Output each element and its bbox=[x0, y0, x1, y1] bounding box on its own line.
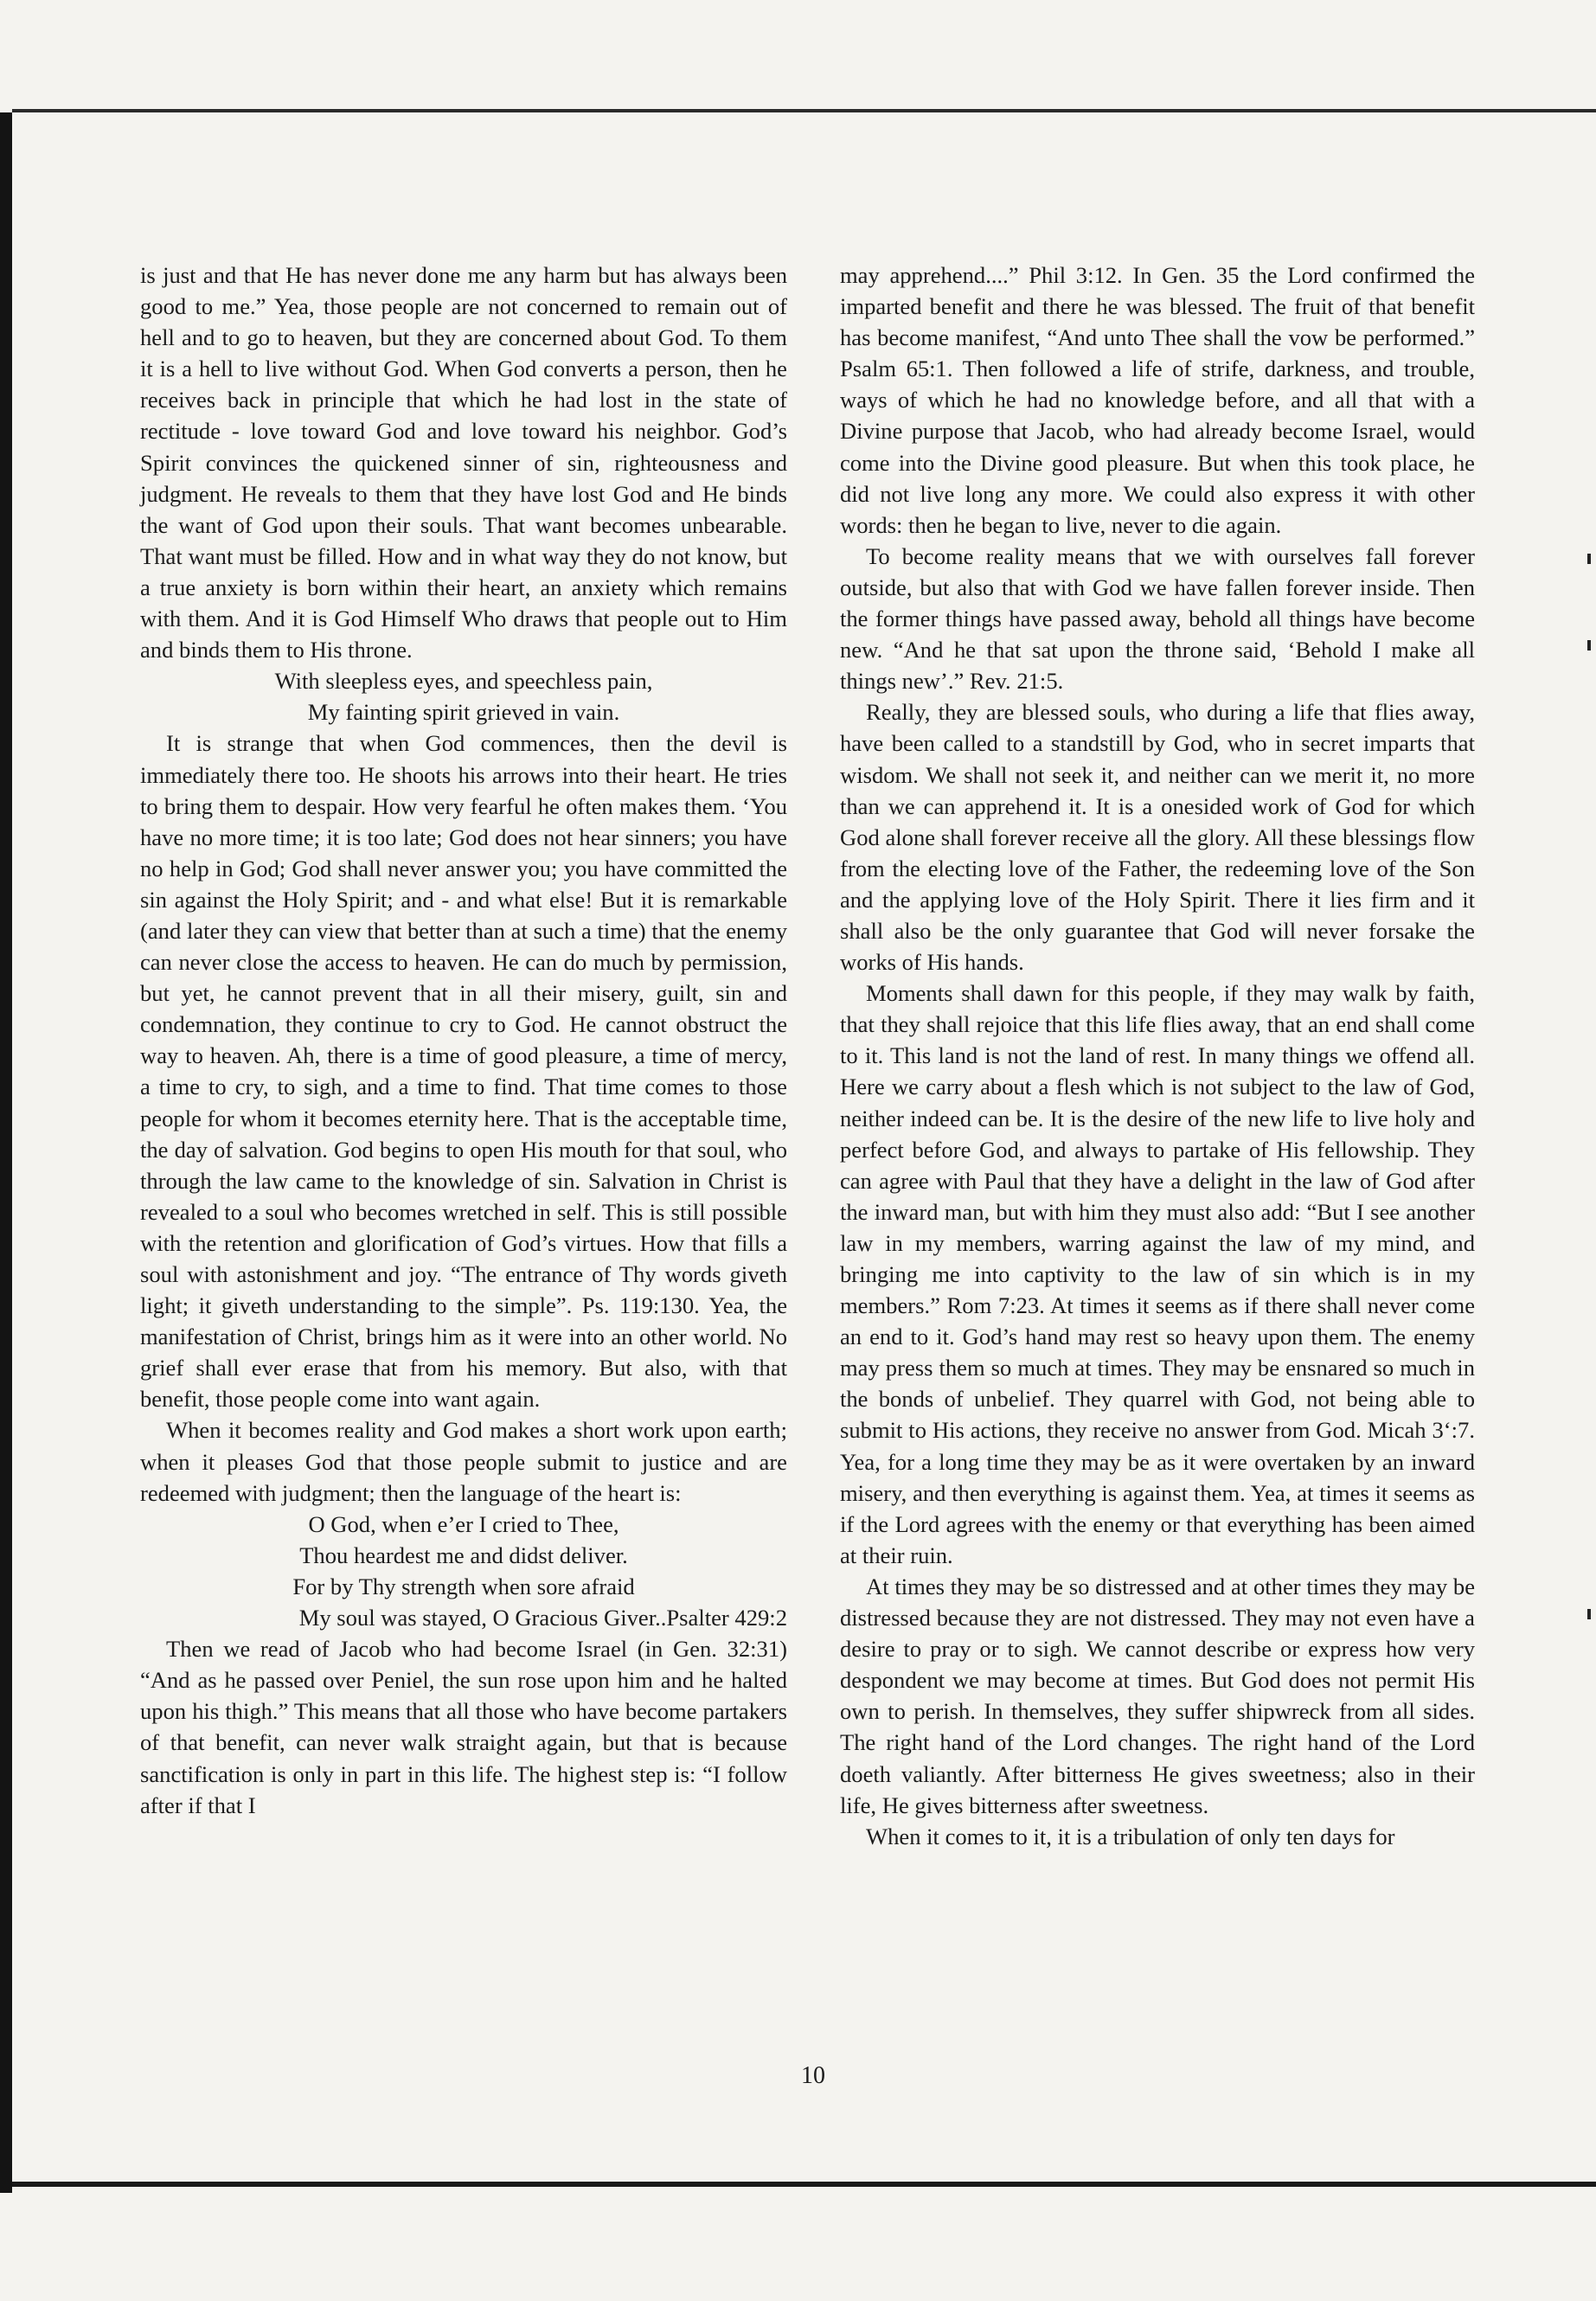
paragraph: Really, they are blessed souls, who during a life that flies away, have been called to a standstill by God, who in secret imparts that wisdom. We shall not seek it, and neither can we merit it, no more than we can apprehend it. It is a onesided work of God for which God alone shall forever receive all the glory. All these blessings flow from the electing love of the Father, the redeeming love of the Son and the applying love of the Holy Spirit. There it lies firm and it shall also be the only guarantee that God will never forsake the works of His hands. bbox=[840, 699, 1475, 976]
margin-mark bbox=[1587, 1609, 1591, 1619]
verse-line: O God, when e’er I cried to Thee, bbox=[308, 1510, 619, 1537]
page-number: 10 bbox=[801, 2062, 825, 2089]
bottom-rule bbox=[12, 2182, 1596, 2187]
verse-line: With sleepless eyes, and speechless pain, bbox=[274, 668, 653, 695]
margin-mark bbox=[1587, 640, 1591, 651]
left-column bbox=[140, 260, 787, 1821]
paragraph: When it comes to it, it is a tribulation of only ten days for bbox=[866, 1823, 1395, 1849]
page-edge-shadow bbox=[0, 112, 12, 2193]
margin-mark bbox=[1587, 554, 1591, 564]
paragraph: It is strange that when God commences, then the devil is immediately there too. He shoots his arrows into their heart. He tries to bring them to despair. How very fearful he often makes them. ‘You have no more time; it is too late; God does not hear sinners; you have no help in God; God shall never answer you; you have committed the sin against the Holy Spirit; and - and what else! But it is remarkable (and later they can view that better than at such a time) that the enemy can never close the access to heaven. He can do much by permission, but yet, he cannot prevent that in all their misery, guilt, sin and condemnation, they continue to cry to God. He cannot obstruct the way to heaven. Ah, there is a time of good pleasure, a time of mercy, a time to cry, to sigh, and a time to find. That time comes to those people for whom it becomes eternity here. That is the acceptable time, the day of salvation. God begins to open His mouth for that soul, who through the law came to the knowledge of sin. Salvation in Christ is revealed to a soul who becomes wretched in self. This is still possible with the retention and glorification of God’s virtues. How that fills a soul with astonishment and joy. “The entrance of Thy words giveth light; it giveth understanding to the simple”. Ps. 119:130. Yea, the manifestation of Christ, brings him as it were into an other world. No grief shall ever erase that from his memory. But also, with that benefit, those people come into want again. bbox=[140, 730, 787, 1413]
paragraph: Moments shall dawn for this people, if they may walk by faith, that they shall rejoice that this life flies away, that an end shall come to it. This land is not the land of rest. In many things we offend all. Here we carry about a flesh which is not subject to the law of God, neither indeed can be. It is the desire of the new life to live holy and perfect before God, and always to partake of His fellowship. They can agree with Paul that they have a delight in the law of God after the inward man, but with him they must also add: “But I see another law in my members, warring against the law of my mind, and bringing me into captivity to the law of sin which is in my members.” Rom 7:23. At times it seems as if there shall never come an end to it. God’s hand may rest so heavy upon them. The enemy may press them so much at times. They may be ensnared so much in the bonds of unbelief. They quarrel with God, not being able to submit to His actions, they receive no answer from God. Micah 3‘:7. Yea, for a long time they may be as it were overtaken by an inward misery, and then everything is against them. Yea, at times it seems as if the Lord agrees with the enemy or that everything has been aimed at their ruin. bbox=[840, 980, 1475, 1568]
paragraph: may apprehend....” Phil 3:12. In Gen. 35 the Lord confirmed the imparted benefit and there he was blessed. The fruit of that benefit has become manifest, “And unto Thee shall the vow be performed.” Psalm 65:1. Then followed a life of strife, darkness, and trouble, ways of which he had no knowledge before, and all that with a Divine purpose that Jacob, who had already become Israel, would come into the Divine good pleasure. But when this took place, he did not live long any more. We could also express it with other words: then he began to live, never to die again. bbox=[840, 262, 1475, 538]
top-rule bbox=[12, 109, 1596, 112]
right-column bbox=[840, 260, 1475, 1852]
paragraph: Then we read of Jacob who had become Israel (in Gen. 32:31) “And as he passed over Peniel, the sun rose upon him and he halted upon his thigh.” This means that all those who have become partakers of that benefit, can never walk straight again, but that is because sanctification is only in part in this life. The highest step is: “I follow after if that I bbox=[140, 1636, 787, 1818]
paragraph: To become reality means that we with ourselves fall forever outside, but also that with God we have fallen forever inside. Then the former things have passed away, behold all things have become new. “And he that sat upon the throne said, ‘Behold I make all things new’.” Rev. 21:5. bbox=[840, 542, 1475, 695]
verse-line: For by Thy strength when sore afraid bbox=[292, 1573, 635, 1599]
verse-line: Thou heardest me and didst deliver. bbox=[299, 1541, 628, 1568]
paragraph: At times they may be so distressed and at other times they may be distressed because they are not distressed. They may not even have a desire to pray or to sigh. We cannot describe or express how very despondent we may become at times. But God does not permit His own to perish. In themselves, they suffer shipwreck from all sides. The right hand of the Lord changes. The right hand of the Lord doeth valiantly. After bitterness He gives sweetness; also in their life, He gives bitterness after sweetness. bbox=[840, 1573, 1475, 1818]
verse-line: My fainting spirit grieved in vain. bbox=[307, 699, 620, 726]
verse-quote bbox=[140, 665, 787, 727]
psalter-quote bbox=[140, 1509, 787, 1633]
verse-line: My soul was stayed, O Gracious Giver..Psalter 429:2 bbox=[298, 1605, 787, 1631]
paragraph: is just and that He has never done me any harm but has always been good to me.” Yea, those people are not concerned to remain out of hell and to go to heaven, but they are concerned about God. To them it is a hell to live without God. When God converts a person, then he receives back in principle that which he had lost in the state of rectitude - love toward God and love toward his neighbor. God’s Spirit convinces the quickened sinner of sin, righteousness and judgment. He reveals to them that they have lost God and He binds the want of God upon their souls. That want becomes unbearable. That want must be filled. How and in what way they do not know, but a true anxiety is born within their heart, an anxiety which remains with them. And it is God Himself Who draws that people out to Him and binds them to His throne. bbox=[140, 262, 787, 663]
paragraph: When it becomes reality and God makes a short work upon earth; when it pleases God that those people submit to justice and are redeemed with judgment; then the language of the heart is: bbox=[140, 1417, 787, 1506]
